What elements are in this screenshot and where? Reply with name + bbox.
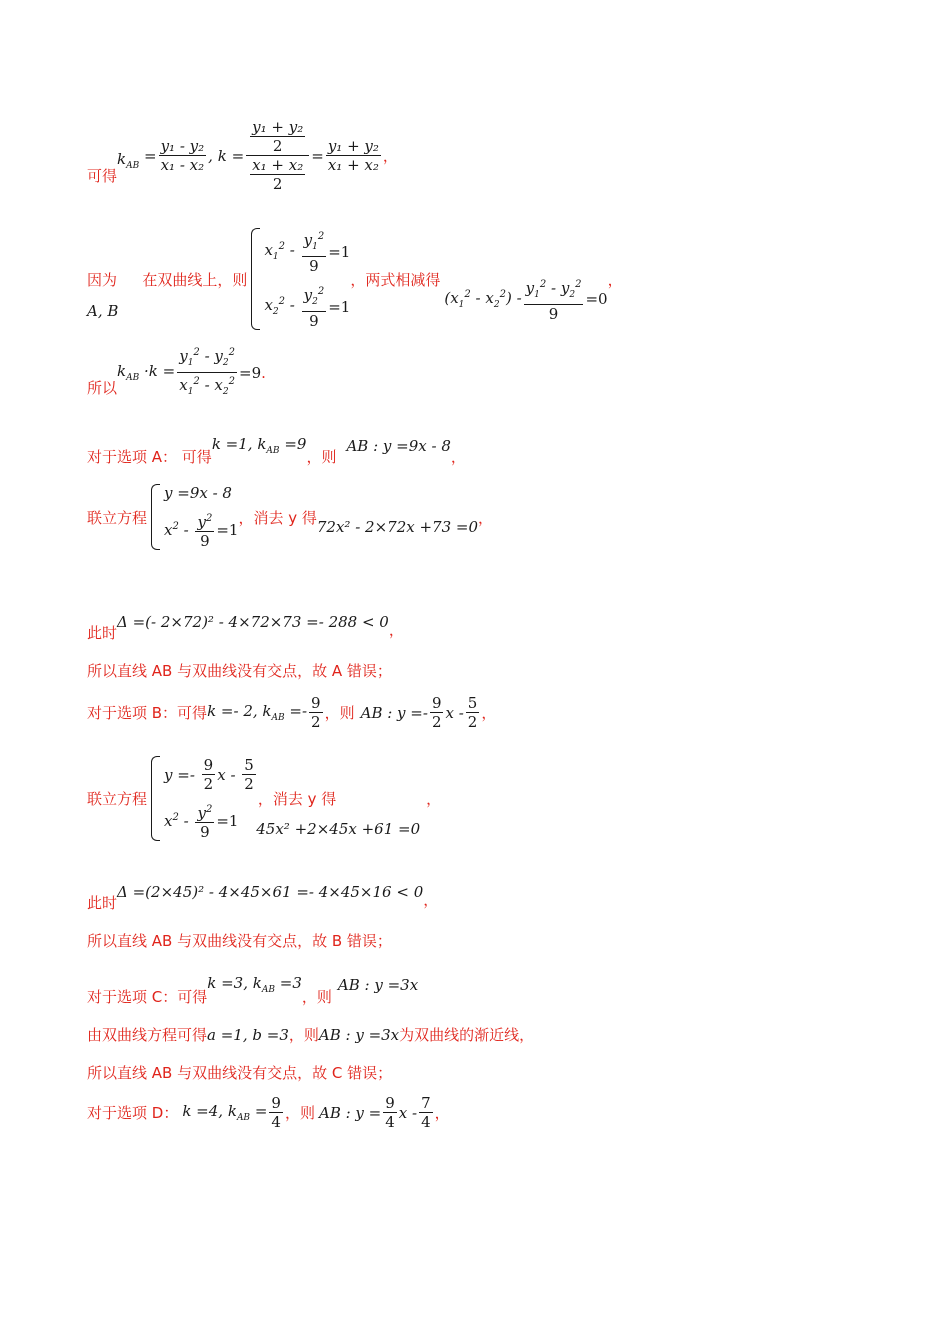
line-kab-times-k: 所以 $k_{AB} \cdot k$ = $\frac{y_1^2 - y_2^2}{x_1^2 - x_2^2}$ =9 . (87, 344, 266, 401)
line-option-b-system: 联立方程 y =- $\frac{9}{2}$ x - $\frac{5}{2}$ $x^2$ - $\frac{y^2}{9}$ =1 ，消去 y 得 45x² +2×45x +61 =0 ， (87, 756, 442, 841)
line-conclusion-c: 所以直线 AB 与双曲线没有交点，故 C 错误； (87, 1064, 393, 1082)
line-option-a: 对于选项 A： 可得 k =1, $k_{AB} =9$ ，则 AB : y =9x - 8 ， (87, 435, 466, 466)
fraction-slope: $\frac{\text{y₁ - y₂}}{\text{x₁ - x₂}}$ (160, 137, 205, 174)
line-option-d: 对于选项 D： k =4, $k_{AB}$ = $\frac{9}{4}$ ，则 AB : y = $\frac{9}{4}$ x - $\frac{7}{4}$ ， (87, 1094, 450, 1131)
equation-system: y =9x - 8 $x^2$ - $\frac{y^2}{9}$ =1 (151, 484, 238, 550)
text-mid2: ，两式相减得 (350, 270, 441, 289)
line-conclusion-b: 所以直线 AB 与双曲线没有交点，故 B 错误； (87, 932, 392, 950)
line-hyperbola-system: 因为 A, B 在双曲线上，则 $x_1^2$ - $\frac{y_1^2}{9}$ =1 $x_2^2$ - $\frac{y_2^2}{9}$ =1 ，两式相减得 $(x_1^2 - x_2^2)$ - $\frac{y_1^2 - y_2^2}{9}$ =0 ， (87, 228, 623, 330)
math-ab: A, B (87, 302, 119, 320)
text-prefix: 因为 (87, 270, 118, 289)
fraction-simplified: $\frac{\text{y₁ + y₂}}{\text{x₁ + x₂}}$ (327, 137, 379, 174)
text-mid: 在双曲线上，则 (142, 270, 248, 289)
line-option-c: 对于选项 C：可得 k =3, $k_{AB} =3$ ，则 AB : y =3x (87, 974, 419, 1006)
math-subtracted: $(x_1^2 - x_2^2)$ - $\frac{y_1^2 - y_2^2}{9}$ =0 (444, 276, 607, 323)
option-c-label: 对于选项 C：可得 (87, 988, 208, 1006)
text-prefix: 联立方程 (87, 508, 148, 527)
option-a-label: 对于选项 A： 可得 (87, 448, 212, 466)
option-d-label: 对于选项 D： (87, 1104, 179, 1122)
line-conclusion-a: 所以直线 AB 与双曲线没有交点，故 A 错误； (87, 662, 392, 680)
line-asymptote: 由双曲线方程可得 a =1, b =3 ，则 AB : y =3x 为双曲线的渐近线， (87, 1025, 535, 1044)
fraction-midpoint: $\frac{\frac{\text{y₁ + y₂}}{2}}{\frac{\text{x₁ + x₂}}{2}}$ (246, 118, 309, 193)
equation-system: y =- $\frac{9}{2}$ x - $\frac{5}{2}$ $x^2$ - $\frac{y^2}{9}$ =1 (151, 756, 258, 841)
equation-system: $x_1^2$ - $\frac{y_1^2}{9}$ =1 $x_2^2$ - $\frac{y_2^2}{9}$ =1 (251, 228, 350, 330)
line-option-a-system: 联立方程 y =9x - 8 $x^2$ - $\frac{y^2}{9}$ =1 ，消去 y 得 72x² - 2×72x +73 =0 ， (87, 484, 494, 550)
text-prefix: 所以 (87, 379, 118, 397)
line-option-a-delta: 此时 Δ =(- 2×72)² - 4×72×73 =- 288 < 0 ， (87, 612, 404, 642)
text-prefix: 可得 (87, 167, 118, 185)
line-option-b: 对于选项 B：可得 k =- 2, $k_{AB}$ =- $\frac{9}{2}$ ，则 AB : y =- $\frac{9}{2}$ x - $\frac{5}{2}$ ， (87, 694, 497, 731)
line-kab-k-definition: 可得 $k_{AB}$ = $\frac{\text{y₁ - y₂}}{\text{x₁ - x₂}}$ , k = $\frac{\frac{\text{y₁ + y₂}}{2}}{\frac{\text{x₁ + x₂}}{2}}$ = $\frac{\text{y₁ + y₂}}{\text{x₁ + x₂}}$ ， (87, 118, 398, 193)
math-k: $k_{AB}$ (117, 150, 140, 171)
line-option-b-delta: 此时 Δ =(2×45)² - 4×45×61 =- 4×45×16 < 0 ， (87, 882, 439, 912)
option-b-label: 对于选项 B：可得 (87, 704, 208, 722)
